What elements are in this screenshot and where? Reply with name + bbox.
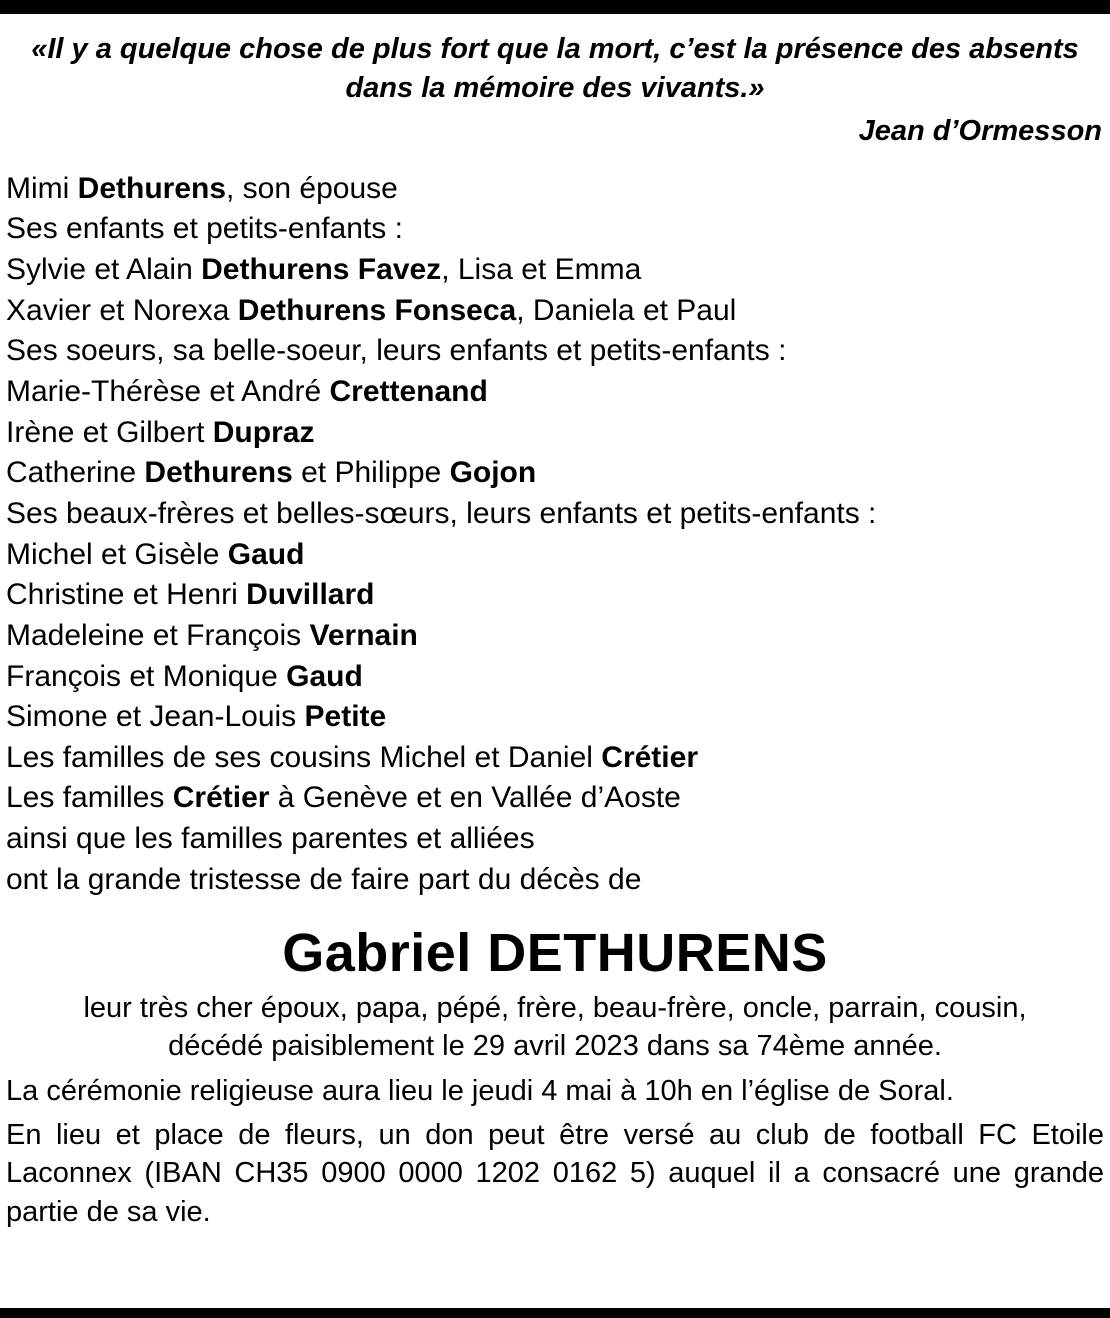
family-text: Catherine — [6, 456, 145, 490]
family-text: Sylvie et Alain — [6, 253, 202, 287]
family-line — [6, 860, 1104, 901]
family-surname: Dupraz — [212, 415, 315, 449]
family-text: Ses beaux-frères et belles-sœurs, leurs enfants et petits-enfants : — [6, 496, 877, 530]
family-line — [6, 209, 1104, 250]
family-surname: Gaud — [227, 537, 305, 571]
family-text: Michel et Gisèle — [6, 537, 228, 571]
family-surname: Crétier — [172, 781, 270, 815]
family-line — [6, 494, 1104, 535]
family-line — [6, 616, 1104, 657]
quote-text: «Il y a quelque chose de plus fort que la mort, c’est la présence des absents dans la mémoire des vivants.» — [31, 33, 1079, 104]
family-line — [6, 413, 1104, 454]
family-line — [6, 778, 1104, 819]
family-line — [6, 250, 1104, 291]
family-surname: Gojon — [449, 456, 537, 490]
subtitle-line-1: leur très cher époux, papa, pépé, frère, beau-frère, oncle, parrain, cousin, — [83, 992, 1027, 1025]
donation-info: En lieu et place de fleurs, un don peut être versé au club de football FC Etoile Laconnex (IBAN CH35 0900 0000 1202 0162 5) auquel il a consacré une grande partie de sa vie. — [6, 1118, 1104, 1228]
family-line — [6, 372, 1104, 413]
family-text: ainsi que les familles parentes et alliées — [6, 822, 535, 856]
deceased-name: Gabriel DETHURENS — [282, 923, 828, 984]
quote-author: Jean d’Ormesson — [858, 115, 1102, 148]
family-line — [6, 657, 1104, 698]
ceremony-info: La cérémonie religieuse aura lieu le jeudi 4 mai à 10h en l’église de Soral. — [6, 1074, 954, 1107]
top-divider — [0, 0, 1110, 14]
family-text: et Philippe — [292, 456, 450, 490]
notice-body — [0, 14, 1110, 1231]
family-text: Les familles — [6, 781, 173, 815]
family-text: à Genève et en Vallée d’Aoste — [269, 781, 681, 815]
family-surname: Dethurens Fonseca — [237, 293, 517, 327]
family-line — [6, 331, 1104, 372]
family-line — [6, 453, 1104, 494]
family-text: Simone et Jean-Louis — [6, 700, 305, 734]
deceased-subtitle — [6, 990, 1104, 1065]
family-text: Madeleine et François — [6, 618, 310, 652]
family-line — [6, 575, 1104, 616]
family-text: Irène et Gilbert — [6, 415, 213, 449]
family-line — [6, 291, 1104, 332]
family-text: ont la grande tristesse de faire part du décès de — [6, 862, 642, 896]
bottom-divider — [0, 1308, 1110, 1318]
subtitle-line-2: décédé paisiblement le 29 avril 2023 dans sa 74ème année. — [168, 1030, 942, 1063]
family-surname: Dethurens Favez — [201, 253, 442, 287]
family-line — [6, 697, 1104, 738]
family-surname: Vernain — [309, 618, 418, 652]
family-surname: Gaud — [286, 659, 363, 693]
family-text: Christine et Henri — [6, 578, 247, 612]
family-text: Mimi — [6, 171, 78, 205]
family-text: , son épouse — [226, 171, 398, 205]
family-text: François et Monique — [6, 659, 287, 693]
family-surname: Crettenand — [329, 375, 488, 409]
family-line — [6, 169, 1104, 210]
family-text: Xavier et Norexa — [6, 293, 238, 327]
family-line — [6, 738, 1104, 779]
family-line — [6, 535, 1104, 576]
family-surname: Dethurens — [77, 171, 227, 205]
family-text: Ses soeurs, sa belle-soeur, leurs enfants et petits-enfants : — [6, 334, 787, 368]
family-surname: Duvillard — [246, 578, 375, 612]
family-text: Marie-Thérèse et André — [6, 375, 330, 409]
family-surname: Crétier — [601, 740, 698, 774]
family-line — [6, 819, 1104, 860]
family-surname: Petite — [304, 700, 387, 734]
family-text: , Daniela et Paul — [516, 293, 737, 327]
family-text: Les familles de ses cousins Michel et Daniel — [6, 740, 602, 774]
family-text: , Lisa et Emma — [441, 253, 642, 287]
family-surname: Dethurens — [144, 456, 293, 490]
family-list — [6, 169, 1104, 901]
family-text: Ses enfants et petits-enfants : — [6, 212, 403, 246]
